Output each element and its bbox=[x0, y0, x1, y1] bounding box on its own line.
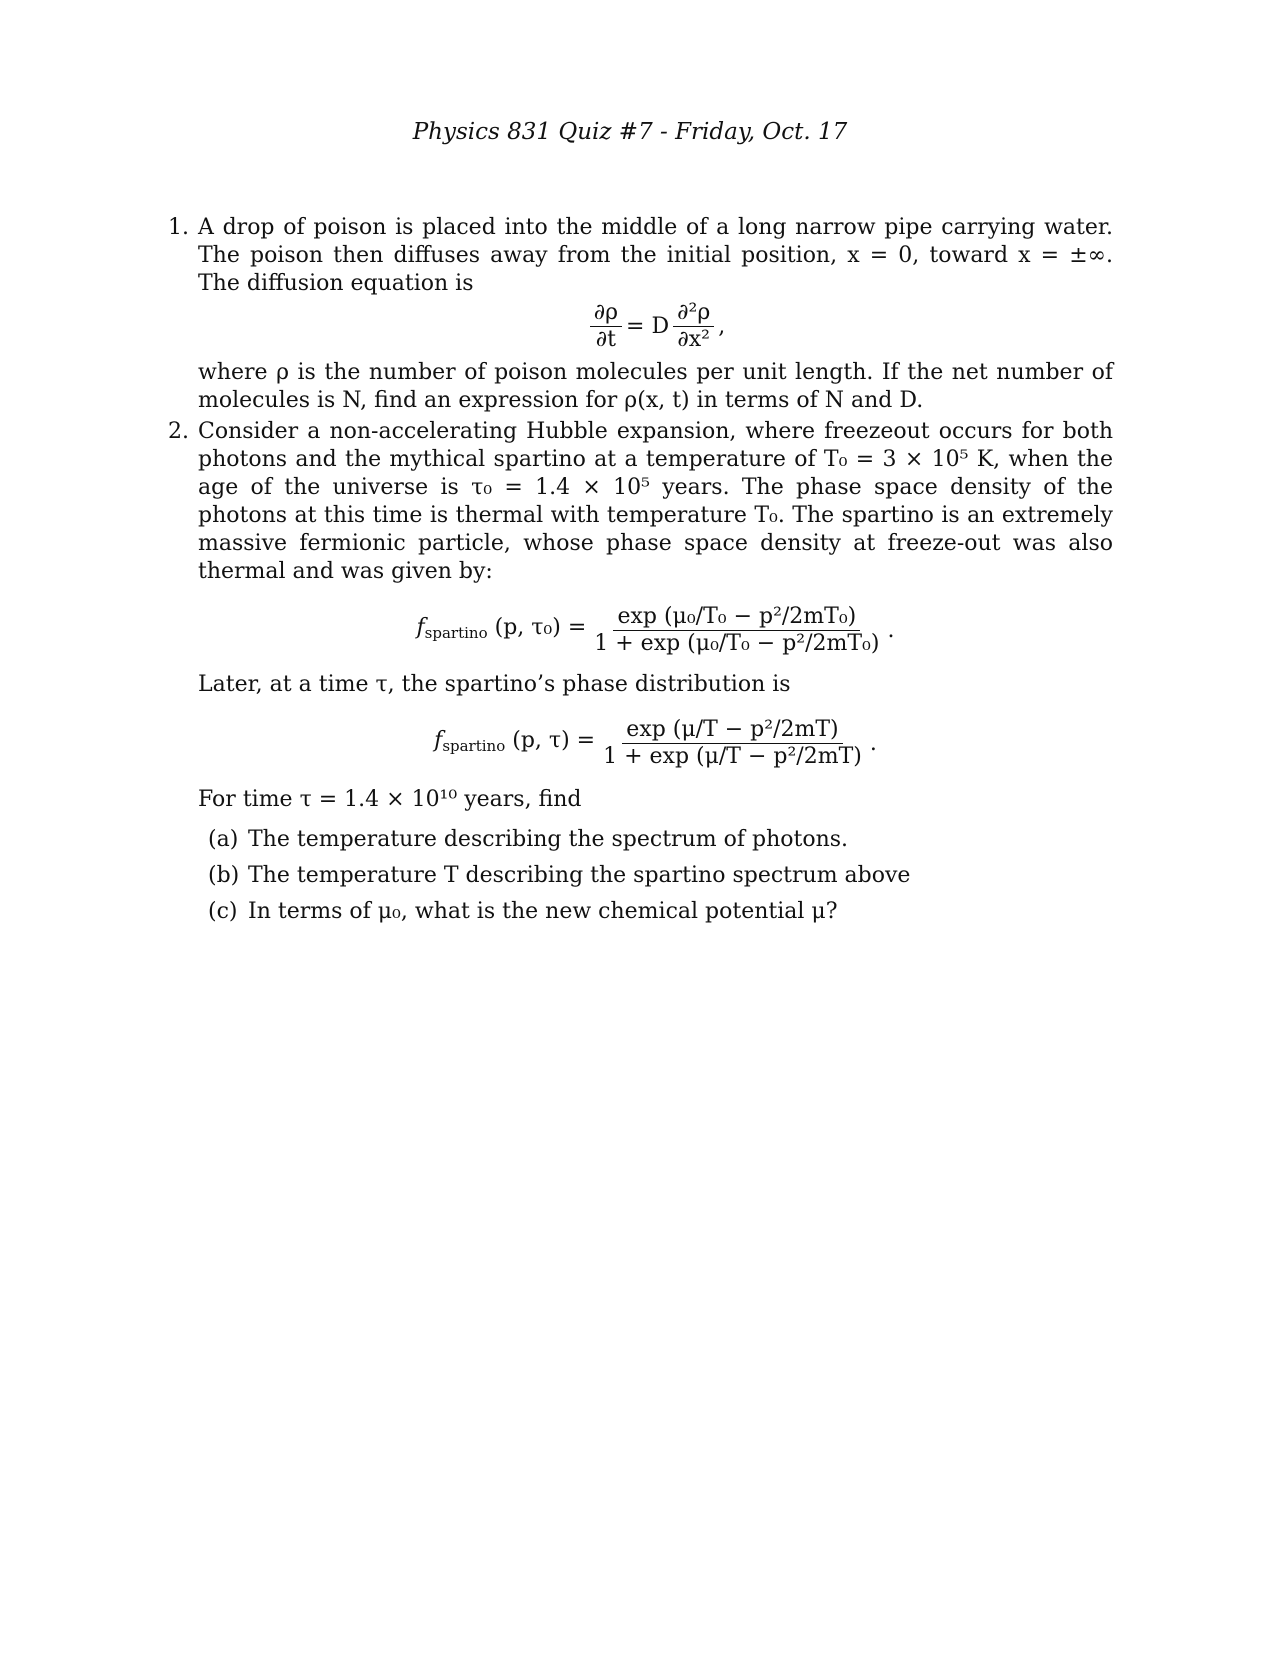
eq2-denominator: 1 + exp (μ/T − p²/2mT) bbox=[603, 744, 862, 769]
eq1-numerator: exp (μ₀/T₀ − p²/2mT₀) bbox=[613, 604, 860, 631]
problem-2-parts bbox=[208, 826, 1113, 926]
eq1-denominator: 1 + exp (μ₀/T₀ − p²/2mT₀) bbox=[594, 631, 880, 656]
part-c-label: (c) bbox=[208, 899, 238, 924]
part-a-text: The temperature describing the spectrum of photons. bbox=[248, 827, 849, 852]
eq1-lhs: $f_{spartino}$ (p, τ₀) = bbox=[416, 615, 587, 642]
equation-trail: , bbox=[718, 313, 726, 339]
part-a-label: (a) bbox=[208, 827, 239, 852]
rhs-denominator: ∂x² bbox=[677, 327, 710, 352]
eq2-numerator: exp (μ/T − p²/2mT) bbox=[622, 717, 842, 744]
problem-2-number: 2. bbox=[168, 419, 189, 444]
problem-2-intro: Consider a non-accelerating Hubble expansion, where freezeout occurs for both photons and the mythical spartino at a temperature of T₀ = 3 × 10⁵ K, when the age of the universe is τ₀ = 1.4 × 10⁵ years. The phase space density of the photons at this time is thermal with temperature T₀. The spartino is an extremely massive fermionic particle, whose phase space density at freeze-out was also thermal and was given by: bbox=[198, 419, 1113, 584]
problem-2 bbox=[168, 418, 1113, 934]
eq1-trail: . bbox=[887, 617, 895, 643]
part-c-text: In terms of μ₀, what is the new chemical potential μ? bbox=[248, 899, 838, 924]
eq1-fraction bbox=[590, 604, 883, 657]
spartino-equation-later bbox=[198, 717, 1113, 770]
rhs-fraction bbox=[673, 300, 714, 353]
page-title: Physics 831 Quiz #7 - Friday, Oct. 17 bbox=[412, 119, 848, 145]
diffusion-equation bbox=[198, 300, 1113, 353]
problem-1-followup: where ρ is the number of poison molecules per unit length. If the net number of molecules is N, find an expression for ρ(x, t) in terms of N and D. bbox=[198, 360, 1113, 413]
problem-2-find: For time τ = 1.4 × 10¹⁰ years, find bbox=[198, 787, 582, 812]
spartino-equation-initial bbox=[198, 604, 1113, 657]
eq2-trail: . bbox=[869, 730, 877, 756]
part-c bbox=[208, 898, 1113, 926]
lhs-fraction bbox=[590, 300, 622, 353]
lhs-numerator: ∂ρ bbox=[590, 300, 622, 327]
part-b-text: The temperature T describing the spartino spectrum above bbox=[248, 863, 911, 888]
problem-1-number: 1. bbox=[168, 215, 189, 240]
problem-2-middle: Later, at a time τ, the spartino’s phase distribution is bbox=[198, 672, 791, 697]
part-a bbox=[208, 826, 1113, 854]
part-b bbox=[208, 862, 1113, 890]
eq2-lhs: $f_{spartino}$ (p, τ) = bbox=[434, 728, 596, 755]
part-b-label: (b) bbox=[208, 863, 240, 888]
problem-1 bbox=[168, 214, 1113, 415]
problem-1-intro: A drop of poison is placed into the middle of a long narrow pipe carrying water. The poison then diffuses away from the initial position, x = 0, toward x = ±∞. The diffusion equation is bbox=[198, 215, 1113, 296]
equation-operator: = D bbox=[626, 313, 670, 339]
lhs-denominator: ∂t bbox=[595, 327, 616, 352]
rhs-numerator: ∂²ρ bbox=[673, 300, 714, 327]
eq2-fraction bbox=[599, 717, 866, 770]
